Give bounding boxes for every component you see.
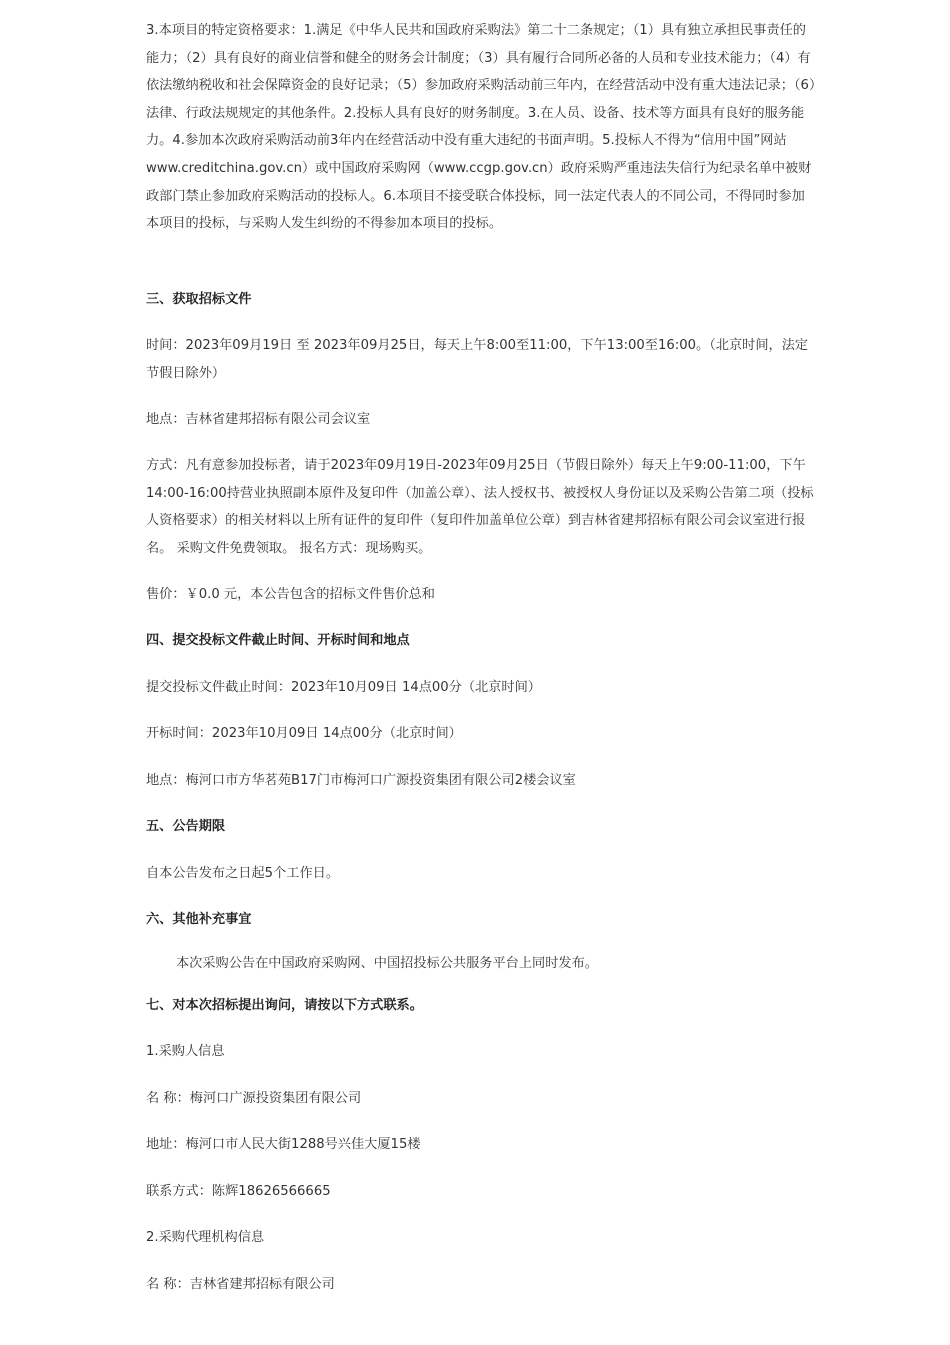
section-6-heading: 六、其他补充事宜	[146, 912, 252, 927]
purchaser-name: 名 称：梅河口广源投资集团有限公司	[146, 1091, 362, 1106]
section-3-heading: 三、获取招标文件	[146, 292, 252, 307]
supplementary-text: 本次采购公告在中国政府采购网、中国招投标公共服务平台上同时发布。	[176, 956, 598, 971]
purchaser-contact: 联系方式：陈辉18626566665	[146, 1184, 331, 1199]
obtain-method: 方式：凡有意参加投标者，请于2023年09月19日-2023年09月25日（节假日除外）每天上午9:00-11:00，下午14:00-16:00持营业执照副本原件及复印件（加盖公章）、法人授权书、被授权人身份证以及采购公告第二项（投标人资格要求）的相关材料以上所有证件的复印件（复印件加盖单位公章）到吉林省建邦招标有限公司会议室进行报名。 采购文件免费领取。 报名方式：现场购买。	[146, 458, 814, 556]
notice-period: 自本公告发布之日起5个工作日。	[146, 866, 340, 881]
agency-name: 名 称：吉林省建邦招标有限公司	[146, 1277, 335, 1292]
obtain-location: 地点：吉林省建邦招标有限公司会议室	[146, 412, 371, 427]
section-7-heading: 七、对本次招标提出询问，请按以下方式联系。	[146, 998, 423, 1013]
opening-location: 地点：梅河口市方华茗苑B17门市梅河口广源投资集团有限公司2楼会议室	[146, 773, 576, 788]
submission-deadline: 提交投标文件截止时间：2023年10月09日 14点00分（北京时间）	[146, 680, 541, 695]
agency-info-title: 2.采购代理机构信息	[146, 1230, 265, 1245]
document-price: 售价：￥0.0 元，本公告包含的招标文件售价总和	[146, 587, 435, 602]
section-5-heading: 五、公告期限	[146, 819, 226, 834]
opening-time: 开标时间：2023年10月09日 14点00分（北京时间）	[146, 726, 462, 741]
obtain-time: 时间：2023年09月19日 至 2023年09月25日，每天上午8:00至11:00，下午13:00至16:00。（北京时间，法定节假日除外）	[146, 338, 809, 381]
section-4-heading: 四、提交投标文件截止时间、开标时间和地点	[146, 633, 410, 648]
purchaser-info-title: 1.采购人信息	[146, 1044, 225, 1059]
qualification-requirements: 3.本项目的特定资格要求：1.满足《中华人民共和国政府采购法》第二十二条规定；（1）具有独立承担民事责任的能力；（2）具有良好的商业信誉和健全的财务会计制度；（3）具有履行合同所必备的人员和专业技术能力；（4）有依法缴纳税收和社会保障资金的良好记录；（5）参加政府采购活动前三年内，在经营活动中没有重大违法记录；（6）法律、行政法规规定的其他条件。2.投标人具有良好的财务制度。3.在人员、设备、技术等方面具有良好的服务能力。4.参加本次政府采购活动前3年内在经营活动中没有重大违纪的书面声明。5.投标人不得为“信用中国”网站www.creditchina.gov.cn）或中国政府采购网（www.ccgp.gov.cn）政府采购严重违法失信行为纪录名单中被财政部门禁止参加政府采购活动的投标人。6.本项目不接受联合体投标，同一法定代表人的不同公司，不得同时参加本项目的投标，与采购人发生纠纷的不得参加本项目的投标。	[146, 23, 816, 232]
purchaser-address: 地址：梅河口市人民大街1288号兴佳大厦15楼	[146, 1137, 421, 1152]
